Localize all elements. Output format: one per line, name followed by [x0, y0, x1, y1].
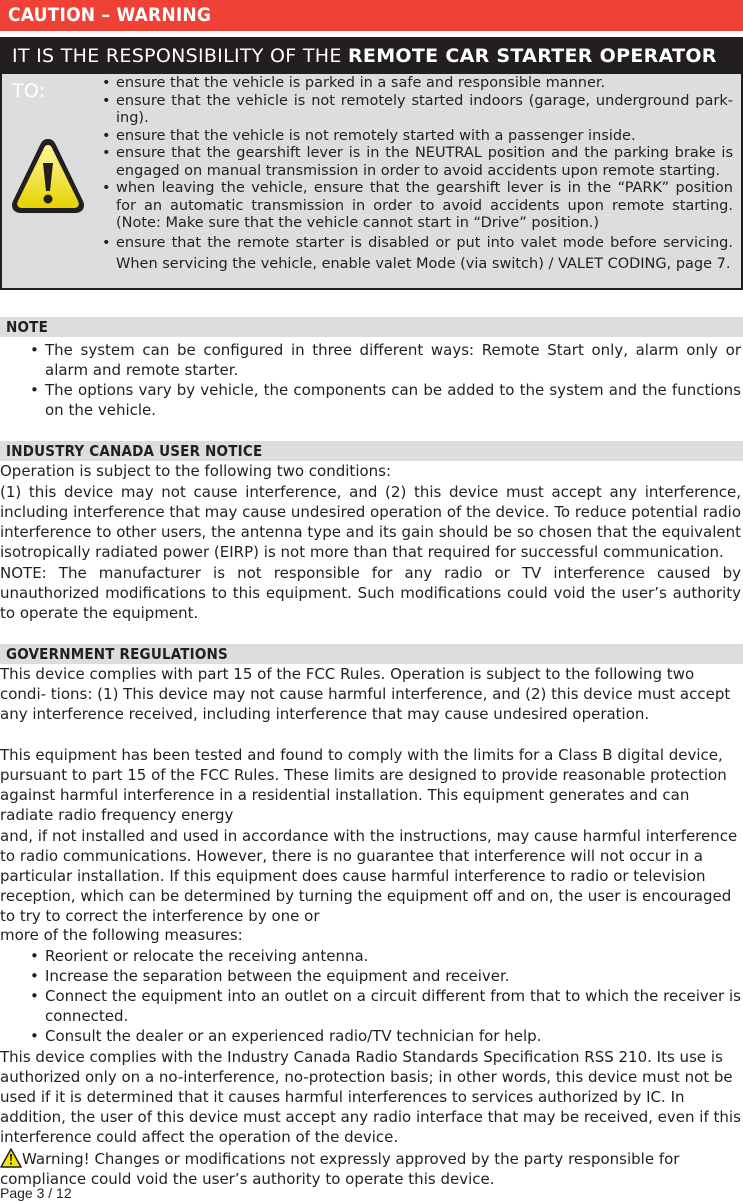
industry-canada-note: NOTE: The manufacturer is not responsible for any radio or TV interference caused by unauthorized modifications to this equipment. Such modifications could void the user’s authority to operate the equipment.: [0, 564, 741, 622]
caution-warning-banner: CAUTION – WARNING: [0, 0, 743, 31]
industry-canada-heading-bar: [0, 441, 743, 461]
list-item: • when leaving the vehicle, ensure that the gearshift lever is in the “PARK” position for an automatic transmission in order to avoid accidents upon remote starting. (Note: Make sure that the vehicle cannot start in “Drive” position.): [102, 180, 733, 233]
list-item: • The system can be configured in three different ways: Remote Start only, alarm only or alarm and remote starter.: [30, 340, 741, 380]
page-number: Page 3 / 12: [0, 1185, 72, 1201]
small-warning-icon: [0, 1148, 22, 1168]
compliance-warning: [0, 1148, 741, 1189]
heading-strong: REMOTE CAR STARTER OPERATOR: [348, 45, 717, 67]
measures-list: [30, 946, 741, 1046]
list-item: • Connect the equipment into an outlet on a circuit different from that to which the receiver is connected.: [30, 986, 741, 1026]
interference-paragraph: and, if not installed and used in accordance with the instructions, may cause harmful interference to radio communications. However, there is no guarantee that interference will not occur in a particular installation. If this equipment does cause harmful interference to radio or television reception, which can be determined by turning the equipment off and on, the user is encouraged to try to correct the interference by one or: [0, 827, 738, 925]
note-list: [30, 340, 741, 420]
fcc-part15-paragraph: This device complies with part 15 of the FCC Rules. Operation is subject to the following two condi- tions: (1) This device may not cause harmful interference, and (2) this device must accept any interference received, including interference that may cause undesired operation.: [0, 665, 731, 723]
note-title: NOTE: [0, 317, 48, 337]
measures-intro: more of the following measures:: [0, 926, 243, 944]
heading-suffix: TO:: [12, 80, 46, 102]
class-b-paragraph: This equipment has been tested and found to comply with the limits for a Class B digital device, pursuant to part 15 of the FCC Rules. These limits are designed to provide reasonable protection against harmful interference in a residential installation. This equipment generates and can radiate radio frequency energy: [0, 746, 727, 824]
list-item: • ensure that the remote starter is disabled or put into valet mode before servicing. When servicing the vehicle, enable valet Mode (via switch) / VALET CODING, page 7.: [102, 233, 733, 275]
responsibility-warning-box: [0, 37, 743, 290]
rss210-paragraph: This device complies with the Industry Canada Radio Standards Specification RSS 210. Its use is authorized only on a no-interference, no-protection basis; in other words, this device must not be used if it is determined that it causes harmful interferences to services authorized by IC. In addition, the user of this device must accept any radio interface that may be received, even if this interference could affect the operation of the device.: [0, 1048, 741, 1146]
industry-canada-intro: Operation is subject to the following two conditions:: [0, 462, 392, 480]
note-heading-bar: [0, 317, 743, 337]
compliance-warning-text: Warning! Changes or modifications not expressly approved by the party responsible for compliance could void the user’s authority to operate this device.: [0, 1150, 680, 1188]
list-item: • Increase the separation between the equipment and receiver.: [30, 966, 741, 986]
government-title: GOVERNMENT REGULATIONS: [0, 644, 228, 664]
list-item: • ensure that the vehicle is parked in a safe and responsible manner.: [102, 75, 733, 93]
list-item: • ensure that the gearshift lever is in the NEUTRAL position and the parking brake is engaged on manual transmission in order to avoid accidents upon remote starting.: [102, 145, 733, 180]
government-heading-bar: [0, 644, 743, 664]
responsibility-list: [102, 75, 733, 275]
industry-canada-conditions: (1) this device may not cause interference, and (2) this device must accept any interference, including interference that may cause undesired operation of the device. To reduce potential radio interference to other users, the antenna type and its gain should be so chosen that the equivalent isotropically radiated power (EIRP) is not more than that required for successful communication.: [0, 483, 741, 561]
heading-prefix: IT IS THE RESPONSIBILITY OF THE: [12, 45, 348, 67]
industry-canada-title: INDUSTRY CANADA USER NOTICE: [0, 441, 262, 461]
warning-triangle-icon: [10, 135, 86, 217]
list-item: • ensure that the vehicle is not remotely started with a passenger inside.: [102, 128, 733, 146]
list-item: • ensure that the vehicle is not remotely started indoors (garage, underground park- ing).: [102, 93, 733, 128]
list-item: • Reorient or relocate the receiving antenna.: [30, 946, 741, 966]
list-item: • The options vary by vehicle, the components can be added to the system and the functions on the vehicle.: [30, 380, 741, 420]
list-item: • Consult the dealer or an experienced radio/TV technician for help.: [30, 1026, 741, 1046]
